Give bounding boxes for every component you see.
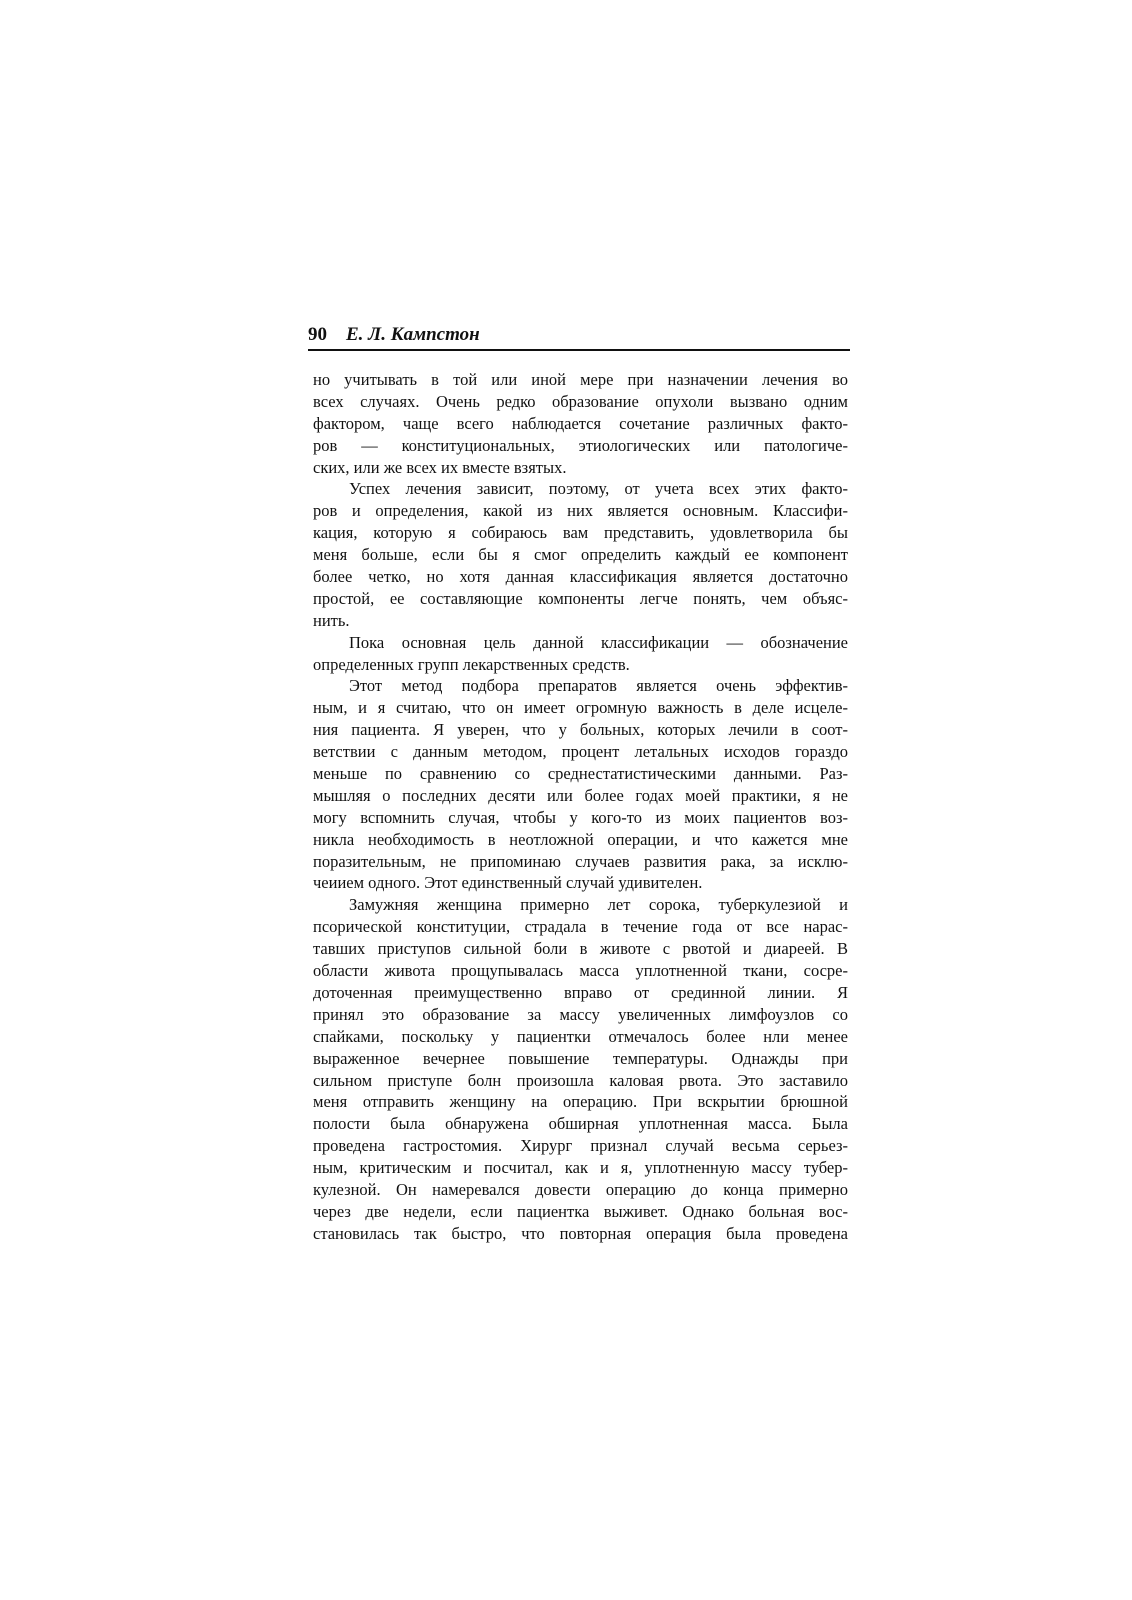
text-line: чеиием одного. Этот единственный случай удивителен. bbox=[313, 873, 703, 893]
text-line: проведена гастростомия. Хирург признал случай весьма серьез- bbox=[313, 1136, 848, 1156]
text-line: псорической конституции, страдала в течение года от все нарас- bbox=[313, 917, 848, 937]
text-line: Успех лечения зависит, поэтому, от учета всех этих факто- bbox=[349, 479, 848, 499]
text-line: спайками, поскольку у пациентки отмечалось более нли менее bbox=[313, 1026, 848, 1046]
text-line: поразительным, не припоминаю случаев развития рака, за исклю- bbox=[313, 851, 848, 871]
text-line: выраженное вечернее повышение температуры. Однажды при bbox=[313, 1048, 848, 1068]
body-text bbox=[313, 369, 848, 1245]
text-line: нить. bbox=[313, 610, 350, 630]
text-line: меня больше, если бы я смог определить каждый ее компонент bbox=[313, 545, 848, 565]
text-line: простой, ее составляющие компоненты легче понять, чем объяс- bbox=[313, 588, 848, 608]
text-line: становилась так быстро, что повторная операция была проведена bbox=[313, 1223, 848, 1243]
text-line: ров — конституциональных, этиологических или патологиче- bbox=[313, 435, 848, 455]
text-line: принял это образование за массу увеличенных лимфоузлов со bbox=[313, 1004, 848, 1024]
text-line: сильном приступе болн произошла каловая рвота. Это заставило bbox=[313, 1070, 848, 1090]
page-number: 90 bbox=[308, 324, 327, 345]
text-line: но учитывать в той или иной мере при назначении лечения во bbox=[313, 370, 848, 389]
text-line: ным, и я считаю, что он имеет огромную важность в деле исцеле- bbox=[313, 698, 848, 718]
text-line: Замужняя женщина примерно лет сорока, туберкулезиой и bbox=[349, 895, 848, 915]
text-line: Этот метод подбора препаратов является очень эффектив- bbox=[349, 676, 848, 696]
text-line: кулезной. Он намеревался довести операцию до конца примерно bbox=[313, 1179, 848, 1199]
running-head: Е. Л. Кампстон bbox=[346, 324, 480, 345]
text-line: кация, которую я собираюсь вам представить, удовлетворила бы bbox=[313, 523, 848, 543]
text-line: тавших приступов сильной боли в животе с рвотой и диареей. В bbox=[313, 939, 848, 959]
text-line: меня отправить женщину на операцию. При вскрытии брюшной bbox=[313, 1092, 848, 1112]
text-line: ветствии с данным методом, процент летальных исходов гораздо bbox=[313, 742, 848, 762]
text-line: определенных групп лекарственных средств. bbox=[313, 654, 630, 674]
text-line: ров и определения, какой из них является основным. Классифи- bbox=[313, 501, 848, 521]
text-line: ным, критическим и посчитал, как и я, уплотненную массу тубер- bbox=[313, 1158, 848, 1178]
text-line: меньше по сравнению со среднестатистическими данными. Раз- bbox=[313, 764, 848, 784]
text-line: через две недели, если пациентка выживет. Однако больная вос- bbox=[313, 1201, 848, 1221]
text-line: всех случаях. Очень редко образование опухоли вызвано одним bbox=[313, 391, 848, 411]
text-line: ния пациента. Я уверен, что у больных, которых лечили в соот- bbox=[313, 720, 848, 740]
text-line: более четко, но хотя данная классификация является достаточно bbox=[313, 567, 848, 587]
text-line: могу вспомнить случая, чтобы у кого-то из моих пациентов воз- bbox=[313, 807, 848, 827]
text-line: доточенная преимущественно вправо от срединной линии. Я bbox=[313, 982, 848, 1002]
text-line: Пока основная цель данной классификации — обозначение bbox=[349, 632, 848, 652]
text-line: никла необходимость в неотложной операции, и что кажется мне bbox=[313, 829, 848, 849]
text-line: мышляя о последних десяти или более годах моей практики, я не bbox=[313, 785, 848, 805]
text-line: области живота прощупывалась масса уплотненной ткани, сосре- bbox=[313, 961, 848, 981]
text-line: полости была обнаружена обширная уплотненная масса. Была bbox=[313, 1114, 848, 1134]
text-line: ских, или же всех их вместе взятых. bbox=[313, 457, 567, 477]
text-line: фактором, чаще всего наблюдается сочетание различных факто- bbox=[313, 413, 848, 433]
page-header bbox=[308, 319, 850, 351]
